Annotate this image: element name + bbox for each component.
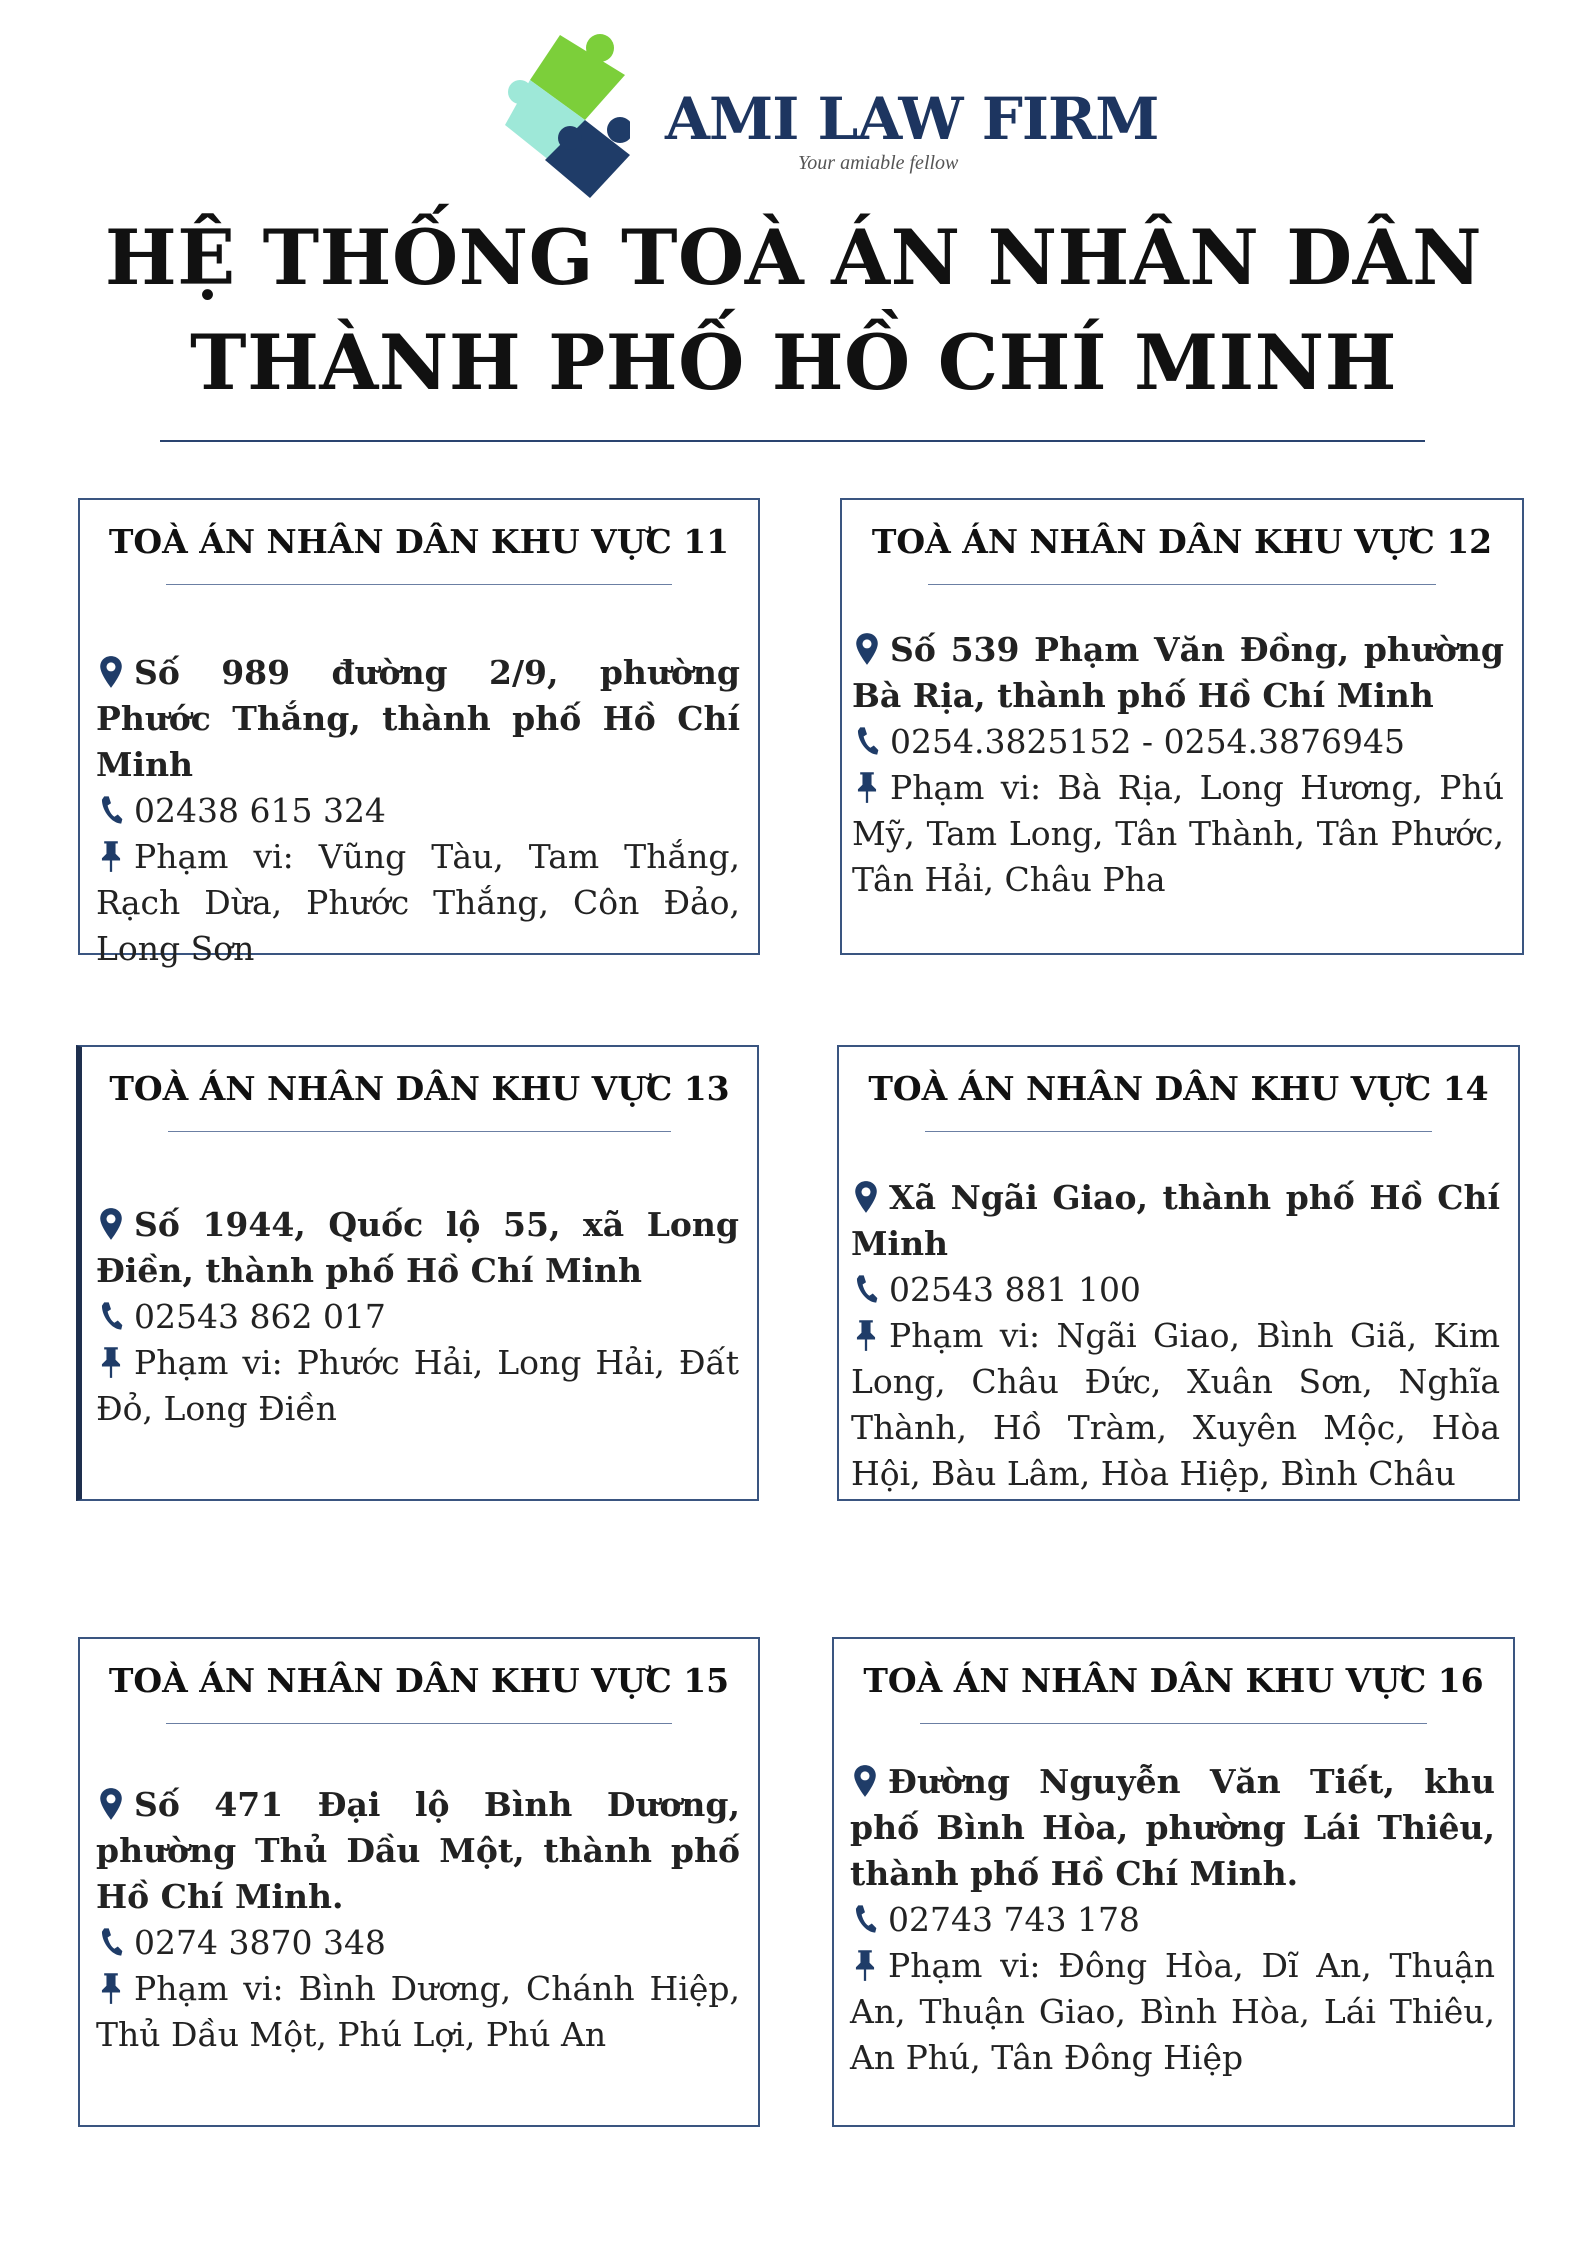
title-divider xyxy=(160,440,1425,442)
pushpin-icon xyxy=(851,1318,881,1352)
court-phone: 02438 615 324 xyxy=(96,788,740,834)
map-pin-icon xyxy=(96,655,126,689)
court-address: Số 1944, Quốc lộ 55, xã Long Điền, thành phố Hồ Chí Minh xyxy=(96,1205,739,1290)
pushpin-icon xyxy=(96,1971,126,2005)
phone-icon xyxy=(96,1299,126,1333)
card-divider xyxy=(920,1723,1427,1724)
court-scope: Phạm vi: Bà Rịa, Long Hương, Phú Mỹ, Tam Long, Tân Thành, Tân Phước, Tân Hải, Châu Pha xyxy=(852,768,1504,899)
court-card-title: TOÀ ÁN NHÂN DÂN KHU VỰC 14 xyxy=(868,1069,1489,1108)
court-card-title: TOÀ ÁN NHÂN DÂN KHU VỰC 15 xyxy=(108,1661,730,1700)
court-phone: 02543 862 017 xyxy=(96,1294,739,1340)
court-card-title: TOÀ ÁN NHÂN DÂN KHU VỰC 11 xyxy=(108,522,730,561)
card-divider xyxy=(168,1131,671,1132)
brand-tagline: Your amiable fellow xyxy=(798,152,959,174)
court-card-title: TOÀ ÁN NHÂN DÂN KHU VỰC 16 xyxy=(863,1661,1484,1700)
court-scope: Phạm vi: Vũng Tàu, Tam Thắng, Rạch Dừa, Phước Thắng, Côn Đảo, Long Sơn xyxy=(96,837,740,968)
phone-icon xyxy=(852,724,882,758)
map-pin-icon xyxy=(852,632,882,666)
card-divider xyxy=(925,1131,1432,1132)
court-scope: Phạm vi: Phước Hải, Long Hải, Đất Đỏ, Long Điền xyxy=(96,1343,739,1428)
court-phone: 0254.3825152 - 0254.3876945 xyxy=(852,719,1504,765)
court-address: Đường Nguyễn Văn Tiết, khu phố Bình Hòa, phường Lái Thiêu, thành phố Hồ Chí Minh. xyxy=(850,1762,1495,1893)
court-phone: 02743 743 178 xyxy=(850,1897,1495,1943)
map-pin-icon xyxy=(850,1764,880,1798)
pushpin-icon xyxy=(852,770,882,804)
court-address: Số 989 đường 2/9, phường Phước Thắng, thành phố Hồ Chí Minh xyxy=(96,653,740,784)
puzzle-logo-icon xyxy=(500,30,630,200)
court-address: Số 471 Đại lộ Bình Dương, phường Thủ Dầu Một, thành phố Hồ Chí Minh. xyxy=(96,1785,740,1916)
court-card-14 xyxy=(837,1045,1520,1501)
court-address: Xã Ngãi Giao, thành phố Hồ Chí Minh xyxy=(851,1178,1500,1263)
court-card-title: TOÀ ÁN NHÂN DÂN KHU VỰC 12 xyxy=(871,522,1493,561)
page-title-line-2: THÀNH PHỐ HỒ CHÍ MINH xyxy=(190,318,1397,407)
court-phone: 02543 881 100 xyxy=(851,1267,1500,1313)
pushpin-icon xyxy=(96,1345,126,1379)
phone-icon xyxy=(850,1902,880,1936)
map-pin-icon xyxy=(96,1787,126,1821)
pushpin-icon xyxy=(850,1948,880,1982)
court-scope: Phạm vi: Đông Hòa, Dĩ An, Thuận An, Thuận Giao, Bình Hòa, Lái Thiêu, An Phú, Tân Đông Hiệp xyxy=(850,1946,1495,2077)
court-phone: 0274 3870 348 xyxy=(96,1920,740,1966)
phone-icon xyxy=(96,793,126,827)
firm-logo xyxy=(500,30,1159,200)
court-card-16 xyxy=(832,1637,1515,2127)
phone-icon xyxy=(96,1925,126,1959)
map-pin-icon xyxy=(96,1207,126,1241)
court-card-11 xyxy=(78,498,760,968)
card-divider xyxy=(166,584,672,585)
page-title-line-1: HỆ THỐNG TOÀ ÁN NHÂN DÂN xyxy=(104,213,1483,302)
court-card-12 xyxy=(840,498,1524,955)
card-divider xyxy=(166,1723,672,1724)
court-card-title: TOÀ ÁN NHÂN DÂN KHU VỰC 13 xyxy=(109,1069,730,1108)
court-address: Số 539 Phạm Văn Đồng, phường Bà Rịa, thành phố Hồ Chí Minh xyxy=(852,630,1504,715)
court-card-15 xyxy=(78,1637,760,2127)
pushpin-icon xyxy=(96,839,126,873)
card-divider xyxy=(928,584,1436,585)
court-scope: Phạm vi: Bình Dương, Chánh Hiệp, Thủ Dầu Một, Phú Lợi, Phú An xyxy=(96,1969,740,2054)
court-scope: Phạm vi: Ngãi Giao, Bình Giã, Kim Long, Châu Đức, Xuân Sơn, Nghĩa Thành, Hồ Tràm, Xuyên Mộc, Hòa Hội, Bàu Lâm, Hòa Hiệp, Bình Châu xyxy=(851,1316,1500,1493)
brand-name: AMI LAW FIRM xyxy=(665,85,1159,153)
map-pin-icon xyxy=(851,1180,881,1214)
court-card-13 xyxy=(76,1045,759,1501)
phone-icon xyxy=(851,1272,881,1306)
